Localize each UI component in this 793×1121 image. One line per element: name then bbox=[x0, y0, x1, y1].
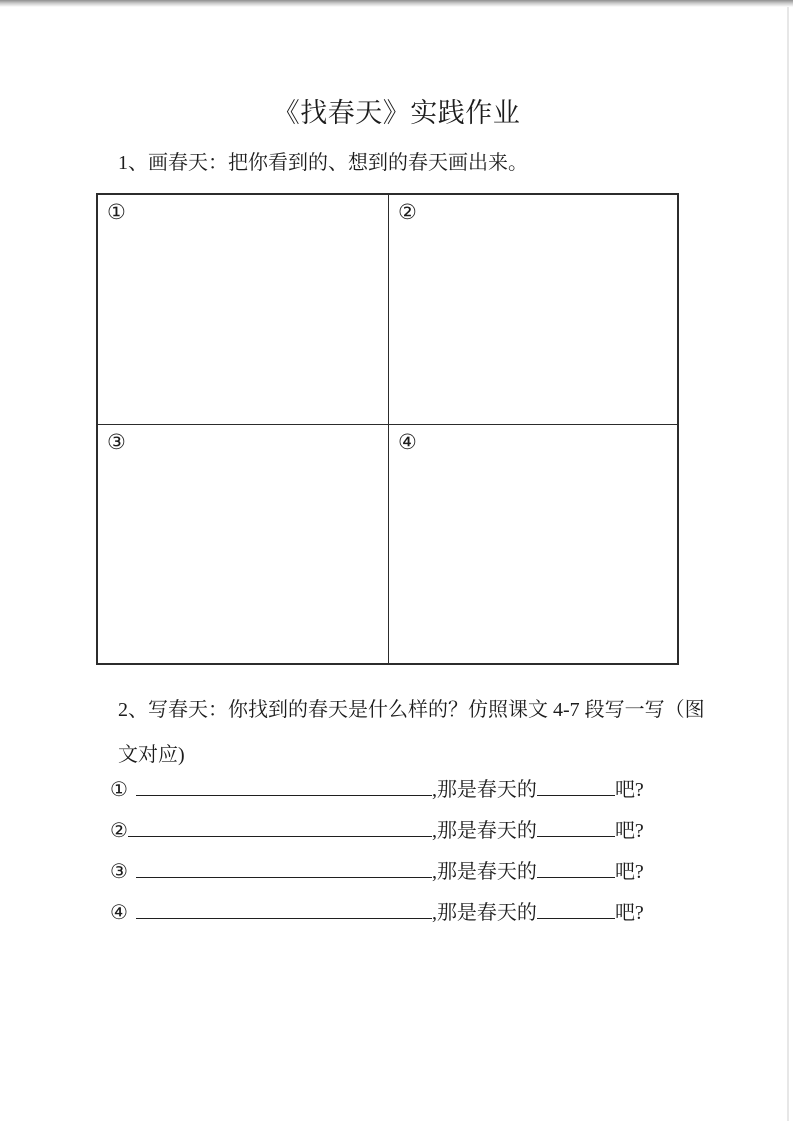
fill-line-2-mid-text: ,那是春天的 bbox=[431, 820, 537, 842]
fill-line-4-tail-text: 吧? bbox=[614, 902, 644, 924]
drawing-box-1-number: ① bbox=[107, 200, 126, 224]
fill-line-3-mid-text: ,那是春天的 bbox=[431, 861, 537, 883]
fill-line-1-mid-text: ,那是春天的 bbox=[431, 779, 537, 801]
section2-instruction-line2: 文对应) bbox=[118, 744, 185, 766]
fill-line-3-number: ③ bbox=[110, 861, 128, 883]
fill-line-1-short-blank bbox=[537, 780, 615, 796]
fill-line-3 bbox=[110, 852, 644, 893]
fill-in-section bbox=[110, 770, 644, 934]
fill-line-1-tail-text: 吧? bbox=[614, 779, 644, 801]
drawing-box-2-number: ② bbox=[398, 200, 417, 224]
fill-line-4-number: ④ bbox=[110, 902, 128, 924]
fill-line-3-tail-text: 吧? bbox=[614, 861, 644, 883]
page-top-edge-shadow bbox=[0, 0, 793, 7]
page-title: 《找春天》实践作业 bbox=[272, 98, 521, 128]
fill-line-2-short-blank bbox=[537, 821, 615, 837]
section1-instruction: 1、画春天：把你看到的、想到的春天画出来。 bbox=[118, 152, 528, 174]
drawing-box-1 bbox=[98, 195, 389, 425]
page-right-edge-line bbox=[787, 7, 789, 1121]
fill-line-1-answer-blank bbox=[136, 780, 432, 796]
drawing-box-4-number: ④ bbox=[398, 430, 417, 454]
fill-line-4-short-blank bbox=[537, 903, 615, 919]
fill-line-2-answer-blank bbox=[128, 821, 432, 837]
fill-line-4-mid-text: ,那是春天的 bbox=[431, 902, 537, 924]
drawing-box-3 bbox=[98, 425, 389, 663]
fill-line-2-tail-text: 吧? bbox=[614, 820, 644, 842]
fill-line-1-number: ① bbox=[110, 779, 128, 801]
drawing-box-3-number: ③ bbox=[107, 430, 126, 454]
fill-line-3-answer-blank bbox=[136, 862, 432, 878]
fill-line-4 bbox=[110, 893, 644, 934]
section2-instruction-line1: 2、写春天：你找到的春天是什么样的？仿照课文 4-7 段写一写（图 bbox=[118, 699, 705, 721]
drawing-box-4 bbox=[389, 425, 677, 663]
section2-instruction bbox=[118, 688, 705, 778]
drawing-grid bbox=[96, 193, 679, 665]
fill-line-4-answer-blank bbox=[136, 903, 432, 919]
fill-line-2-number: ② bbox=[110, 820, 128, 842]
fill-line-1 bbox=[110, 770, 644, 811]
fill-line-2 bbox=[110, 811, 644, 852]
fill-line-3-short-blank bbox=[537, 862, 615, 878]
drawing-box-2 bbox=[389, 195, 677, 425]
